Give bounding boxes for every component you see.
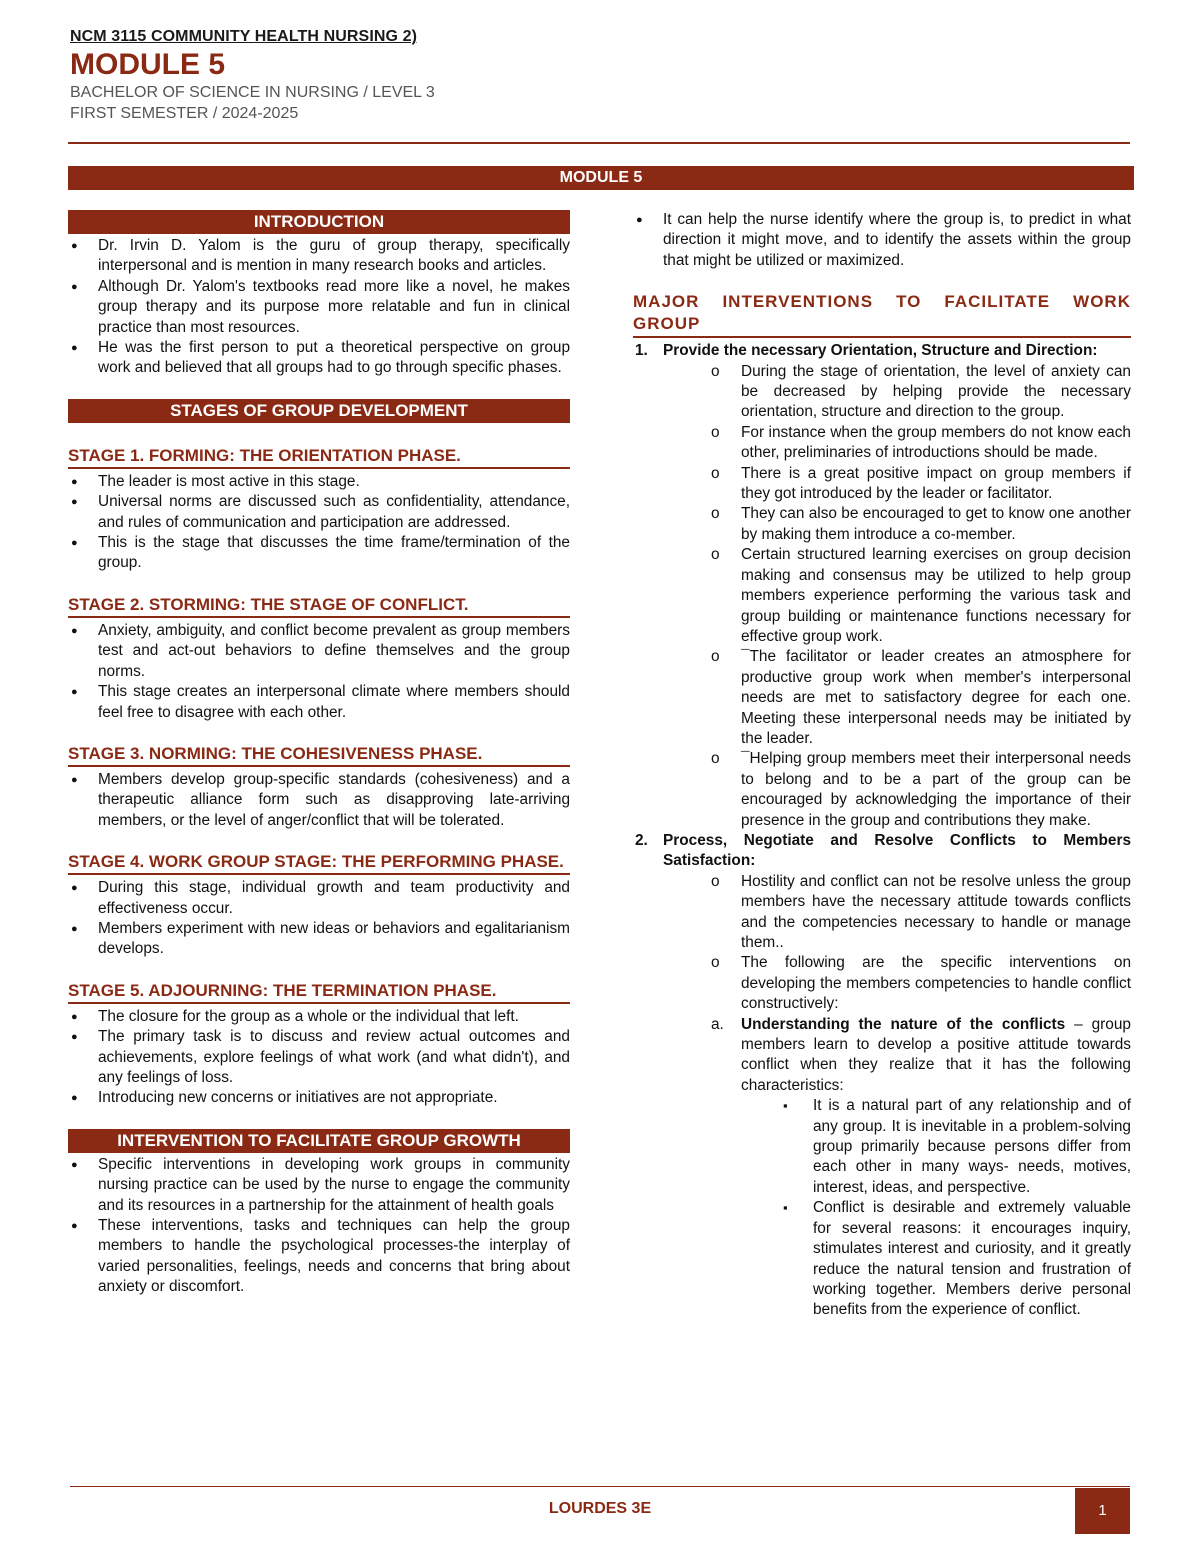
- sub-item-a: [711, 1015, 1131, 1321]
- list-item: ● These interventions, tasks and techniques can help the group members to handle the psychological processes-the interplay of varied personalities, feelings, needs and concerns that bring about anxiety or discomfort.: [68, 1216, 570, 1298]
- header-divider: [68, 142, 1130, 144]
- list-item: ● Introducing new concerns or initiatives are not appropriate.: [68, 1088, 570, 1108]
- list-item: o Hostility and conflict can not be resolve unless the group members have the necessary attitude towards conflicts and the competencies necessary to handle or manage them..: [711, 872, 1131, 954]
- interventions-list: [633, 341, 1131, 1321]
- item2-sublist: [711, 1015, 1131, 1321]
- item-title: Provide the necessary Orientation, Structure and Direction:: [663, 342, 1098, 360]
- introduction-list: [68, 236, 570, 379]
- intervention-item-1: [633, 341, 1131, 831]
- stage5-list: [68, 1007, 570, 1109]
- list-item: ● This stage creates an interpersonal climate where members should feel free to disagree with each other.: [68, 682, 570, 723]
- stage4-list: [68, 878, 570, 960]
- list-item: ▪ Conflict is desirable and extremely valuable for several reasons: it encourages inquiry, stimulates interest and curiosity, and it greatly reduce the natural tension and frustration of working together. Members derive personal benefits from the experience of conflict.: [781, 1198, 1131, 1320]
- stage1-list: [68, 472, 570, 574]
- right-column: [633, 210, 1131, 1321]
- page-number: 1: [1075, 1488, 1130, 1534]
- course-title: NCM 3115 COMMUNITY HEALTH NURSING 2): [70, 28, 418, 45]
- list-item: ● This is the stage that discusses the time frame/termination of the group.: [68, 533, 570, 574]
- sub-item-marker: a.: [711, 1015, 724, 1033]
- item1-points: [711, 362, 1131, 831]
- list-item: ● Specific interventions in developing work groups in community nursing practice can be used by the nurse to engage the community and its resources in a partnership for the attainment of health goals: [68, 1155, 570, 1216]
- stage3-heading: STAGE 3. NORMING: THE COHESIVENESS PHASE.: [68, 743, 570, 767]
- stage5-heading: STAGE 5. ADJOURNING: THE TERMINATION PHASE.: [68, 980, 570, 1004]
- item2-points: [711, 872, 1131, 1015]
- list-item: ● The primary task is to discuss and review actual outcomes and achievements, explore feelings of what work (and what didn't), and any feelings of loss.: [68, 1027, 570, 1088]
- stage2-heading: STAGE 2. STORMING: THE STAGE OF CONFLICT.: [68, 594, 570, 618]
- sub-item-a-points: [781, 1096, 1131, 1320]
- list-item: ● Dr. Irvin D. Yalom is the guru of group therapy, specifically interpersonal and is mention in many research books and articles.: [68, 236, 570, 277]
- semester-line: FIRST SEMESTER / 2024-2025: [70, 105, 299, 122]
- item-number: 1.: [635, 342, 648, 360]
- item-title: Process, Negotiate and Resolve Conflicts to Members Satisfaction:: [663, 831, 1131, 870]
- major-interventions-heading: MAJOR INTERVENTIONS TO FACILITATE WORK GROUP: [633, 291, 1131, 338]
- list-item: ● He was the first person to put a theoretical perspective on group work and believed that all groups had to go through specific phases.: [68, 338, 570, 379]
- item-number: 2.: [635, 831, 648, 849]
- intervention-list: [68, 1155, 570, 1298]
- footer-divider: [70, 1486, 1130, 1487]
- module-banner: MODULE 5: [68, 166, 1134, 190]
- list-item: ● Although Dr. Yalom's textbooks read more like a novel, he makes group therapy and its purpose more relatable and fun in clinical practice than most resources.: [68, 277, 570, 338]
- stage2-list: [68, 621, 570, 723]
- stages-heading: STAGES OF GROUP DEVELOPMENT: [68, 399, 570, 423]
- list-item: ● Members develop group-specific standards (cohesiveness) and a therapeutic alliance form such as disapproving late-arriving members, or the level of anger/conflict that will be tolerated.: [68, 770, 570, 831]
- list-item: ● The closure for the group as a whole or the individual that left.: [68, 1007, 570, 1027]
- left-column: [68, 210, 570, 1298]
- program-line: BACHELOR OF SCIENCE IN NURSING / LEVEL 3: [70, 84, 435, 101]
- list-item: ▪ It is a natural part of any relationship and of any group. It is inevitable in a problem-solving group primarily because persons differ from each other in many ways- needs, motives, interest, ideas, and perspective.: [781, 1096, 1131, 1198]
- stage4-heading: STAGE 4. WORK GROUP STAGE: THE PERFORMING PHASE.: [68, 851, 570, 875]
- list-item: o They can also be encouraged to get to know one another by making them introduce a co-member.: [711, 504, 1131, 545]
- list-item: o ¯Helping group members meet their interpersonal needs to belong and to be a part of the group can be encouraged by acknowledging the importance of their presence in the group and contributions they make.: [711, 749, 1131, 831]
- document-header: [70, 28, 435, 124]
- module-title: MODULE 5: [70, 48, 226, 81]
- introduction-heading: INTRODUCTION: [68, 210, 570, 234]
- sub-item-bold: Understanding the nature of the conflicts: [741, 1015, 1066, 1033]
- list-item: o Certain structured learning exercises on group decision making and consensus may be utilized to help group members experience performing the various task and group building or maintenance functions necessary for effective group work.: [711, 545, 1131, 647]
- list-item: o During the stage of orientation, the level of anxiety can be decreased by helping provide the necessary orientation, structure and direction to the group.: [711, 362, 1131, 423]
- list-item: ● It can help the nurse identify where the group is, to predict in what direction it might move, and to identify the assets within the group that might be utilized or maximized.: [633, 210, 1131, 271]
- list-item: ● Universal norms are discussed such as confidentiality, attendance, and rules of communication and participation are addressed.: [68, 492, 570, 533]
- footer-label: LOURDES 3E: [548, 1500, 652, 1517]
- intervention-heading: INTERVENTION TO FACILITATE GROUP GROWTH: [68, 1129, 570, 1153]
- list-item: o There is a great positive impact on group members if they got introduced by the leader or facilitator.: [711, 464, 1131, 505]
- list-item: ● Members experiment with new ideas or behaviors and egalitarianism develops.: [68, 919, 570, 960]
- stage1-heading: STAGE 1. FORMING: THE ORIENTATION PHASE.: [68, 445, 570, 469]
- sub-item-text: – group members learn to develop a positive attitude towards conflict when they realize that it has the following characteristics:: [741, 1015, 1131, 1094]
- list-item: ● During this stage, individual growth and team productivity and effectiveness occur.: [68, 878, 570, 919]
- intervention-item-2: [633, 831, 1131, 1321]
- stage3-list: [68, 770, 570, 831]
- top-list: [633, 210, 1131, 271]
- list-item: ● The leader is most active in this stage.: [68, 472, 570, 492]
- list-item: o For instance when the group members do not know each other, preliminaries of introductions should be made.: [711, 423, 1131, 464]
- list-item: o The following are the specific interventions on developing the members competencies to handle conflict constructively:: [711, 953, 1131, 1014]
- list-item: ● Anxiety, ambiguity, and conflict become prevalent as group members test and act-out behaviors to define themselves and the group norms.: [68, 621, 570, 682]
- list-item: o ¯The facilitator or leader creates an atmosphere for productive group work when member's interpersonal needs are met to satisfactory degree for each one. Meeting these interpersonal needs may be initiated by the leader.: [711, 647, 1131, 749]
